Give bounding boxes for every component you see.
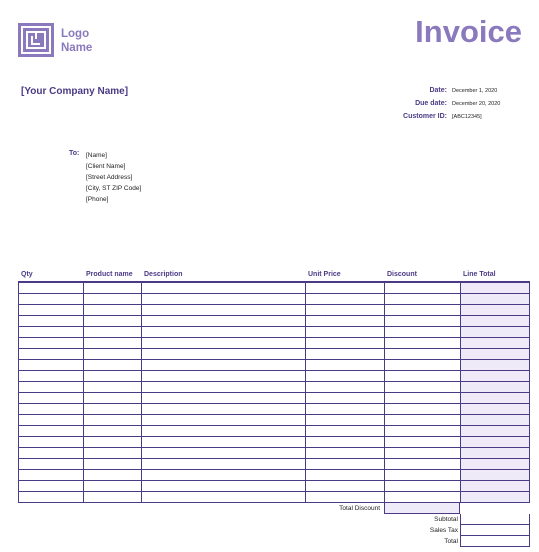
discount-cell[interactable] xyxy=(384,382,460,393)
customer-id-label: Customer ID: xyxy=(403,113,447,120)
qty-cell[interactable] xyxy=(18,448,83,459)
unit-price-cell[interactable] xyxy=(305,470,384,481)
product-name-cell[interactable] xyxy=(83,481,141,492)
line-total-cell[interactable] xyxy=(460,426,530,437)
description-cell[interactable] xyxy=(141,338,305,349)
unit-price-cell[interactable] xyxy=(305,305,384,316)
table-row xyxy=(18,481,530,492)
product-name-cell[interactable] xyxy=(83,448,141,459)
description-cell[interactable] xyxy=(141,448,305,459)
discount-cell[interactable] xyxy=(384,437,460,448)
date-label: Date: xyxy=(429,87,447,94)
discount-cell[interactable] xyxy=(384,426,460,437)
unit-price-cell[interactable] xyxy=(305,459,384,470)
product-name-cell[interactable] xyxy=(83,459,141,470)
meta-row-date xyxy=(372,84,525,97)
header-line-total: Line Total xyxy=(463,271,496,278)
client-company-line[interactable]: [Client Name] xyxy=(86,163,126,170)
description-cell[interactable] xyxy=(141,294,305,305)
unit-price-cell[interactable] xyxy=(305,371,384,382)
table-row xyxy=(18,470,530,481)
invoice-meta xyxy=(372,84,525,123)
unit-price-cell[interactable] xyxy=(305,360,384,371)
description-cell[interactable] xyxy=(141,327,305,338)
line-total-cell[interactable] xyxy=(460,448,530,459)
discount-cell[interactable] xyxy=(384,492,460,503)
line-total-cell[interactable] xyxy=(460,492,530,503)
qty-cell[interactable] xyxy=(18,283,83,294)
description-cell[interactable] xyxy=(141,349,305,360)
description-cell[interactable] xyxy=(141,404,305,415)
unit-price-cell[interactable] xyxy=(305,393,384,404)
total-box[interactable] xyxy=(460,536,530,547)
product-name-cell[interactable] xyxy=(83,393,141,404)
qty-cell[interactable] xyxy=(18,393,83,404)
subtotal-label: Subtotal xyxy=(434,516,458,523)
due-date-value[interactable]: December 20, 2020 xyxy=(452,100,501,107)
description-cell[interactable] xyxy=(141,492,305,503)
table-row xyxy=(18,360,530,371)
line-total-cell[interactable] xyxy=(460,294,530,305)
table-row xyxy=(18,349,530,360)
line-total-cell[interactable] xyxy=(460,459,530,470)
client-address xyxy=(86,150,141,205)
qty-cell[interactable] xyxy=(18,360,83,371)
line-total-cell[interactable] xyxy=(460,481,530,492)
qty-cell[interactable] xyxy=(18,437,83,448)
product-name-cell[interactable] xyxy=(83,305,141,316)
table-row xyxy=(18,305,530,316)
header-unit-price: Unit Price xyxy=(308,271,341,278)
subtotal-box[interactable] xyxy=(460,514,530,525)
discount-cell[interactable] xyxy=(384,470,460,481)
discount-cell[interactable] xyxy=(384,393,460,404)
table-row xyxy=(18,437,530,448)
description-cell[interactable] xyxy=(141,371,305,382)
line-total-cell[interactable] xyxy=(460,349,530,360)
meta-row-customer-id xyxy=(372,110,525,123)
invoice-title: Invoice xyxy=(415,14,522,49)
discount-cell[interactable] xyxy=(384,481,460,492)
header-discount: Discount xyxy=(387,271,417,278)
header-qty: Qty xyxy=(21,271,33,278)
table-row xyxy=(18,294,530,305)
qty-cell[interactable] xyxy=(18,327,83,338)
customer-id-value[interactable]: [ABC12345] xyxy=(452,113,482,120)
line-total-cell[interactable] xyxy=(460,305,530,316)
header-description: Description xyxy=(144,271,183,278)
description-cell[interactable] xyxy=(141,316,305,327)
table-row xyxy=(18,338,530,349)
line-total-cell[interactable] xyxy=(460,338,530,349)
total-discount-box[interactable] xyxy=(384,503,460,514)
product-name-cell[interactable] xyxy=(83,371,141,382)
product-name-cell[interactable] xyxy=(83,415,141,426)
sales-tax-label: Sales Tax xyxy=(429,527,458,534)
table-row xyxy=(18,382,530,393)
line-total-cell[interactable] xyxy=(460,415,530,426)
due-date-label: Due date: xyxy=(415,100,447,107)
qty-cell[interactable] xyxy=(18,404,83,415)
table-row xyxy=(18,459,530,470)
qty-cell[interactable] xyxy=(18,426,83,437)
description-cell[interactable] xyxy=(141,459,305,470)
table-row xyxy=(18,404,530,415)
unit-price-cell[interactable] xyxy=(305,415,384,426)
company-name[interactable]: [Your Company Name] xyxy=(21,86,129,97)
client-city-line[interactable]: [City, ST ZIP Code] xyxy=(86,185,142,192)
logo-line-1: Logo xyxy=(61,28,90,40)
unit-price-cell[interactable] xyxy=(305,294,384,305)
description-cell[interactable] xyxy=(141,470,305,481)
product-name-cell[interactable] xyxy=(83,404,141,415)
table-row xyxy=(18,492,530,503)
discount-cell[interactable] xyxy=(384,360,460,371)
line-total-cell[interactable] xyxy=(460,327,530,338)
sales-tax-box[interactable] xyxy=(460,525,530,536)
qty-cell[interactable] xyxy=(18,349,83,360)
qty-cell[interactable] xyxy=(18,492,83,503)
unit-price-cell[interactable] xyxy=(305,481,384,492)
header-product-name: Product name xyxy=(86,271,133,278)
qty-cell[interactable] xyxy=(18,338,83,349)
date-value[interactable]: December 1, 2020 xyxy=(452,87,498,94)
product-name-cell[interactable] xyxy=(83,294,141,305)
product-name-cell[interactable] xyxy=(83,470,141,481)
discount-cell[interactable] xyxy=(384,404,460,415)
discount-cell[interactable] xyxy=(384,338,460,349)
description-cell[interactable] xyxy=(141,360,305,371)
line-total-cell[interactable] xyxy=(460,393,530,404)
logo-line-2: Name xyxy=(61,42,93,54)
line-total-cell[interactable] xyxy=(460,404,530,415)
unit-price-cell[interactable] xyxy=(305,492,384,503)
unit-price-cell[interactable] xyxy=(305,338,384,349)
table-row xyxy=(18,448,530,459)
total-discount-label: Total Discount xyxy=(339,505,380,512)
description-cell[interactable] xyxy=(141,305,305,316)
description-cell[interactable] xyxy=(141,426,305,437)
qty-cell[interactable] xyxy=(18,470,83,481)
discount-cell[interactable] xyxy=(384,371,460,382)
table-row xyxy=(18,426,530,437)
maze-logo-icon xyxy=(18,23,54,57)
line-total-cell[interactable] xyxy=(460,283,530,294)
logo-name xyxy=(61,27,92,55)
table-row xyxy=(18,316,530,327)
discount-cell[interactable] xyxy=(384,316,460,327)
discount-cell[interactable] xyxy=(384,448,460,459)
client-phone-line[interactable]: [Phone] xyxy=(86,196,109,203)
unit-price-cell[interactable] xyxy=(305,327,384,338)
qty-cell[interactable] xyxy=(18,305,83,316)
table-row xyxy=(18,415,530,426)
line-total-cell[interactable] xyxy=(460,470,530,481)
product-name-cell[interactable] xyxy=(83,349,141,360)
total-label: Total xyxy=(444,538,458,545)
discount-cell[interactable] xyxy=(384,294,460,305)
product-name-cell[interactable] xyxy=(83,492,141,503)
line-total-cell[interactable] xyxy=(460,360,530,371)
product-name-cell[interactable] xyxy=(83,327,141,338)
qty-cell[interactable] xyxy=(18,316,83,327)
qty-cell[interactable] xyxy=(18,459,83,470)
description-cell[interactable] xyxy=(141,283,305,294)
product-name-cell[interactable] xyxy=(83,437,141,448)
unit-price-cell[interactable] xyxy=(305,404,384,415)
client-street-line[interactable]: [Street Address] xyxy=(86,174,133,181)
client-name-line[interactable]: [Name] xyxy=(86,152,107,159)
product-name-cell[interactable] xyxy=(83,283,141,294)
discount-cell[interactable] xyxy=(384,305,460,316)
qty-cell[interactable] xyxy=(18,415,83,426)
unit-price-cell[interactable] xyxy=(305,426,384,437)
table-row xyxy=(18,283,530,294)
qty-cell[interactable] xyxy=(18,481,83,492)
unit-price-cell[interactable] xyxy=(305,283,384,294)
discount-cell[interactable] xyxy=(384,459,460,470)
product-name-cell[interactable] xyxy=(83,382,141,393)
table-row xyxy=(18,327,530,338)
product-name-cell[interactable] xyxy=(83,338,141,349)
line-total-cell[interactable] xyxy=(460,382,530,393)
discount-cell[interactable] xyxy=(384,415,460,426)
discount-cell[interactable] xyxy=(384,327,460,338)
unit-price-cell[interactable] xyxy=(305,382,384,393)
to-label: To: xyxy=(69,150,80,157)
description-cell[interactable] xyxy=(141,415,305,426)
line-total-cell[interactable] xyxy=(460,437,530,448)
product-name-cell[interactable] xyxy=(83,426,141,437)
qty-cell[interactable] xyxy=(18,382,83,393)
discount-cell[interactable] xyxy=(384,283,460,294)
unit-price-cell[interactable] xyxy=(305,316,384,327)
meta-row-due-date xyxy=(372,97,525,110)
description-cell[interactable] xyxy=(141,481,305,492)
table-row xyxy=(18,393,530,404)
line-total-cell[interactable] xyxy=(460,371,530,382)
qty-cell[interactable] xyxy=(18,371,83,382)
description-cell[interactable] xyxy=(141,393,305,404)
unit-price-cell[interactable] xyxy=(305,349,384,360)
description-cell[interactable] xyxy=(141,437,305,448)
unit-price-cell[interactable] xyxy=(305,448,384,459)
description-cell[interactable] xyxy=(141,382,305,393)
product-name-cell[interactable] xyxy=(83,360,141,371)
line-total-cell[interactable] xyxy=(460,316,530,327)
table-row xyxy=(18,371,530,382)
product-name-cell[interactable] xyxy=(83,316,141,327)
unit-price-cell[interactable] xyxy=(305,437,384,448)
discount-cell[interactable] xyxy=(384,349,460,360)
qty-cell[interactable] xyxy=(18,294,83,305)
